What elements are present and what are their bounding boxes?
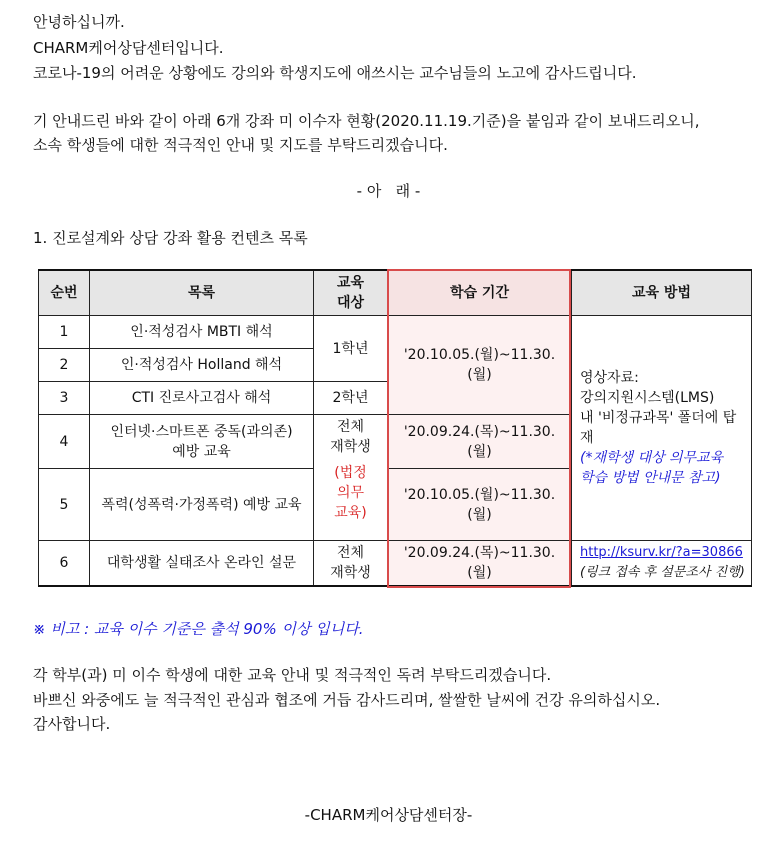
notice-line-1: 기 안내드린 바와 같이 아래 6개 강좌 미 이수자 현황(2020.11.19.기준)을 붙임과 같이 보내드리오니, (33, 112, 700, 130)
target-grade1: 1학년 (314, 316, 388, 382)
target-grade2: 2학년 (314, 382, 388, 415)
method-note-line1: (*재학생 대상 의무교육 (580, 450, 724, 466)
header-no: 순번 (39, 270, 90, 316)
center-intro-text: CHARM케어상담센터입니다. (33, 39, 224, 57)
row-no: 6 (39, 541, 90, 586)
header-target-line2: 대상 (336, 295, 365, 311)
row-name (90, 415, 314, 469)
row-no: 4 (39, 415, 90, 469)
closing-line-3: 감사합니다. (33, 715, 111, 733)
greeting-text: 안녕하십니까. (33, 13, 125, 31)
target-all-legal (314, 415, 388, 541)
row-name: 대학생활 실태조사 온라인 설문 (90, 541, 314, 586)
row-name-line1: 인터넷·스마트폰 중독(과의존) (110, 423, 293, 440)
period-cell-4: '20.09.24.(목)~11.30.(월) (388, 541, 572, 586)
method-note-line2: 학습 방법 안내문 참고) (580, 470, 721, 486)
method-line3: 내 '비정규과목' 폴더에 탑재 (580, 410, 737, 446)
legal-line2: 의무 (336, 485, 365, 501)
below-heading: - 아 래 - (356, 182, 421, 200)
notice-line-2: 소속 학생들에 대한 적극적인 안내 및 지도를 부탁드리겠습니다. (33, 136, 448, 154)
survey-note: (링크 접속 후 설문조사 진행) (580, 564, 745, 580)
method-line1: 영상자료: (580, 370, 639, 386)
section-title: 1. 진로설계와 상담 강좌 활용 컨텐츠 목록 (33, 229, 308, 247)
method-line2: 강의지원시스템(LMS) (580, 390, 715, 406)
table-row (39, 316, 752, 349)
survey-cell (572, 541, 752, 586)
legal-line1: (법정 (334, 465, 367, 481)
target-all-survey (314, 541, 388, 586)
row-no: 2 (39, 349, 90, 382)
period-cell-2: '20.09.24.(목)~11.30.(월) (388, 415, 572, 469)
target-all-line1: 전체 (336, 544, 365, 561)
period-cell-1: '20.10.05.(월)~11.30.(월) (388, 316, 572, 415)
row-name: CTI 진로사고검사 해석 (90, 382, 314, 415)
row-no: 3 (39, 382, 90, 415)
survey-link[interactable]: http://ksurv.kr/?a=30866 (580, 544, 743, 560)
period-cell-3: '20.10.05.(월)~11.30.(월) (388, 469, 572, 541)
row-name: 인·적성검사 Holland 해석 (90, 349, 314, 382)
remark-text: ※ 비고 : 교육 이수 기준은 출석 90% 이상 입니다. (33, 620, 364, 638)
header-target (314, 270, 388, 316)
header-method: 교육 방법 (572, 270, 752, 316)
row-no: 5 (39, 469, 90, 541)
signature: -CHARM케어상담센터장- (304, 806, 473, 824)
closing-line-1: 각 학부(과) 미 이수 학생에 대한 교육 안내 및 적극적인 독려 부탁드리겠습니다. (33, 666, 552, 684)
course-table (38, 269, 752, 587)
legal-line3: 교육) (334, 505, 367, 521)
row-name: 인·적성검사 MBTI 해석 (90, 316, 314, 349)
method-cell (572, 316, 752, 541)
row-name-line2: 예방 교육 (172, 443, 231, 460)
closing-line-2: 바쁘신 와중에도 늘 적극적인 관심과 협조에 거듭 감사드리며, 쌀쌀한 날씨에 건강 유의하십시오. (33, 691, 661, 709)
target-all-line2: 재학생 (330, 439, 371, 455)
table-header-row (39, 270, 752, 316)
header-list: 목록 (90, 270, 314, 316)
table-row (39, 541, 752, 586)
header-target-line1: 교육 (336, 275, 365, 291)
header-period: 학습 기간 (388, 270, 572, 316)
target-all-line1: 전체 (336, 419, 365, 435)
row-name: 폭력(성폭력·가정폭력) 예방 교육 (90, 469, 314, 541)
target-all-line2: 재학생 (330, 564, 371, 581)
thanks-text: 코로나-19의 어려운 상황에도 강의와 학생지도에 애쓰시는 교수님들의 노고에 감사드립니다. (33, 64, 637, 82)
row-no: 1 (39, 316, 90, 349)
